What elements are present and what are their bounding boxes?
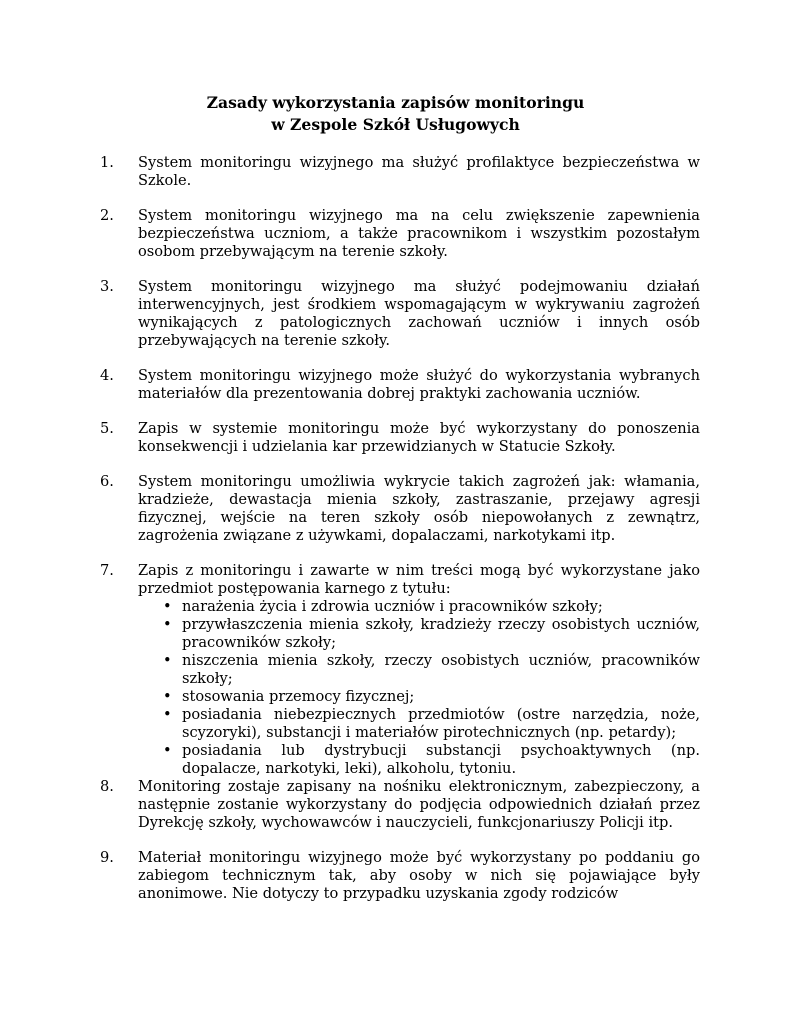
bullet-item [158,742,700,778]
rule-text: Materiał monitoringu wizyjnego może być wykorzystany po poddaniu go zabiegom technicznym tak, aby osoby w nich się pojawiające były anonimowe. Nie dotyczy to przypadku uzyskania zgody rodziców [138,849,700,902]
rule-text: Zapis z monitoringu i zawarte w nim treści mogą być wykorzystane jako przedmiot postępowania karnego z tytułu: [138,562,700,597]
rule-item-3 [0,278,791,350]
bullet-text: posiadania niebezpiecznych przedmiotów (ostre narzędzia, noże, scyzoryki), substancji i materiałów pirotechnicznych (np. petardy); [182,706,700,741]
rule-text: Monitoring zostaje zapisany na nośniku elektronicznym, zabezpieczony, a następnie zostanie wykorzystany do podjęcia odpowiednich działań przez Dyrekcję szkoły, wychowawców i nauczycieli, funkcjonariuszy Policji itp. [138,778,700,831]
rule-item-1 [0,154,791,190]
bullet-item [158,598,700,616]
rule-text: System monitoringu umożliwia wykrycie takich zagrożeń jak: włamania, kradzieże, dewastacja mienia szkoły, zastraszanie, przejawy agresji fizycznej, wejście na teren szkoły osób niepowołanych z zewnątrz, zagrożenia związane z używkami, dopalaczami, narkotykami itp. [138,473,700,544]
bullet-item [158,616,700,652]
rule-number: 9. [100,849,114,866]
bullet-icon: • [163,652,172,669]
rule-number: 3. [100,278,114,295]
rule-number: 7. [100,562,114,579]
bullet-icon: • [163,616,172,633]
bullet-text: niszczenia mienia szkoły, rzeczy osobistych uczniów, pracowników szkoły; [182,652,700,687]
bullet-item [158,706,700,742]
rule-item-7 [0,562,791,778]
document-title [0,92,791,136]
bullet-text: posiadania lub dystrybucji substancji psychoaktywnych (np. dopalacze, narkotyki, leki), alkoholu, tytoniu. [182,742,700,777]
rule-item-4 [0,367,791,403]
rule-text: System monitoringu wizyjnego ma służyć profilaktyce bezpieczeństwa w Szkole. [138,154,700,189]
bullet-item [158,688,700,706]
bullet-icon: • [163,742,172,759]
rule-number: 1. [100,154,114,171]
rule-text: Zapis w systemie monitoringu może być wykorzystany do ponoszenia konsekwencji i udzielania kar przewidzianych w Statucie Szkoły. [138,420,700,455]
title-line-1: Zasady wykorzystania zapisów monitoringu [206,93,585,112]
bullet-text: narażenia życia i zdrowia uczniów i pracowników szkoły; [182,598,603,615]
rule-item-5 [0,420,791,456]
bullet-item [158,652,700,688]
rule-item-6 [0,473,791,545]
bullet-text: przywłaszczenia mienia szkoły, kradzieży rzeczy osobistych uczniów, pracowników szkoły; [182,616,700,651]
rule-item-8 [0,778,791,832]
bullet-text: stosowania przemocy fizycznej; [182,688,415,705]
rule-item-9 [0,849,791,903]
rules-list [0,154,791,903]
rule-number: 4. [100,367,114,384]
title-line-2: w Zespole Szkół Usługowych [271,115,520,134]
rule-number: 6. [100,473,114,490]
rule-7-bullet-list [158,598,700,778]
rule-text: System monitoringu wizyjnego ma na celu zwiększenie zapewnienia bezpieczeństwa uczniom, a także pracownikom i wszystkim pozostałym osobom przebywającym na terenie szkoły. [138,207,700,260]
rule-text: System monitoringu wizyjnego może służyć do wykorzystania wybranych materiałów dla prezentowania dobrej praktyki zachowania uczniów. [138,367,700,402]
rule-item-2 [0,207,791,261]
bullet-icon: • [163,598,172,615]
rule-number: 8. [100,778,114,795]
bullet-icon: • [163,688,172,705]
rule-number: 5. [100,420,114,437]
rule-number: 2. [100,207,114,224]
rule-text: System monitoringu wizyjnego ma służyć podejmowaniu działań interwencyjnych, jest środkiem wspomagającym w wykrywaniu zagrożeń wynikających z patologicznych zachowań uczniów i innych osób przebywających na terenie szkoły. [138,278,700,349]
bullet-icon: • [163,706,172,723]
